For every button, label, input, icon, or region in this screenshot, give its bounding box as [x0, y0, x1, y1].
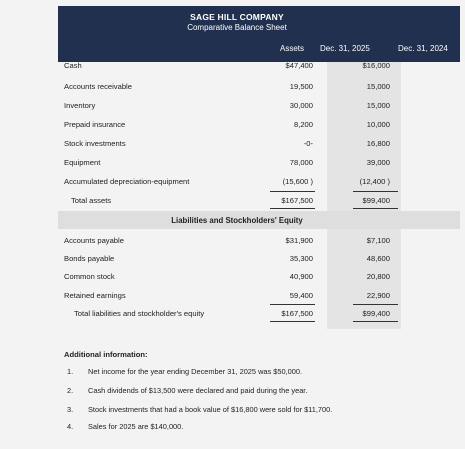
value-2024: 20,800 — [366, 272, 390, 281]
subtotal-underline-2025 — [270, 191, 315, 192]
value-2024: $16,000 — [362, 61, 390, 70]
subtotal-underline-2024 — [353, 304, 398, 305]
value-2024: (12,400 ) — [359, 177, 390, 186]
balance-sheet-header — [58, 6, 460, 62]
subtotal-underline-2025 — [270, 304, 315, 305]
asset-row — [0, 177, 465, 191]
liabilities-section-title: Liabilities and Stockholders' Equity — [171, 216, 303, 225]
value-2025: 30,000 — [289, 101, 313, 110]
item-text: Sales for 2025 are $140,000. — [88, 422, 184, 431]
item-number: 1. — [67, 367, 74, 376]
value-2024: 15,000 — [366, 82, 390, 91]
row-label: Stock investments — [64, 139, 126, 148]
row-label: Accounts receivable — [64, 82, 132, 91]
liability-row — [0, 254, 465, 268]
item-number: 4. — [67, 422, 74, 431]
additional-information-title: Additional information: — [64, 350, 148, 359]
asset-row — [0, 139, 465, 153]
value-2025: $167,500 — [281, 196, 313, 205]
item-number: 3. — [67, 405, 74, 414]
liabilities-section-header — [58, 211, 460, 229]
value-2024: $99,400 — [362, 196, 390, 205]
total-underline-2025 — [270, 321, 315, 322]
row-label: Accounts payable — [64, 236, 124, 245]
total-underline-2024 — [353, 321, 398, 322]
row-label: Prepaid insurance — [64, 120, 126, 129]
value-2025: 40,900 — [289, 272, 313, 281]
value-2024: 22,900 — [366, 291, 390, 300]
row-label: Bonds payable — [64, 254, 115, 263]
item-text: Stock investments that had a book value of $16,800 were sold for $11,700. — [88, 405, 333, 414]
total-underline-2024 — [353, 208, 398, 209]
row-label: Total liabilities and stockholder's equity — [74, 309, 205, 318]
liability-row — [0, 236, 465, 250]
value-2025: (15,600 ) — [282, 177, 313, 186]
row-label: Equipment — [64, 158, 101, 167]
asset-row — [0, 120, 465, 134]
value-2025: $31,900 — [285, 236, 313, 245]
value-2024: 39,000 — [366, 158, 390, 167]
item-text: Cash dividends of $13,500 were declared and paid during the year. — [88, 386, 308, 395]
column-header-2024: Dec. 31, 2024 — [398, 44, 448, 53]
row-label: Accumulated depreciation-equipment — [64, 177, 190, 186]
value-2024: 48,600 — [366, 254, 390, 263]
value-2025: 35,300 — [289, 254, 313, 263]
value-2025: $47,400 — [285, 61, 313, 70]
asset-row — [0, 158, 465, 172]
row-label: Retained earnings — [64, 291, 126, 300]
asset-row — [0, 101, 465, 115]
total-underline-2025 — [270, 208, 315, 209]
item-text: Net income for the year ending December 31, 2025 was $50,000. — [88, 367, 303, 376]
assets-section-label: Assets — [280, 44, 305, 53]
value-2025: 78,000 — [289, 158, 313, 167]
row-label: Total assets — [71, 196, 112, 205]
value-2024: $7,100 — [366, 236, 390, 245]
value-2025: -0- — [303, 139, 313, 148]
value-2025: 59,400 — [289, 291, 313, 300]
subtotal-underline-2024 — [353, 191, 398, 192]
asset-row — [0, 82, 465, 96]
value-2024: 10,000 — [366, 120, 390, 129]
row-label: Cash — [64, 61, 82, 70]
value-2025: $167,500 — [281, 309, 313, 318]
value-2025: 8,200 — [293, 120, 313, 129]
value-2024: $99,400 — [362, 309, 390, 318]
value-2024: 15,000 — [366, 101, 390, 110]
statement-title: Comparative Balance Sheet — [187, 23, 287, 32]
equity-row — [0, 272, 465, 286]
company-name: SAGE HILL COMPANY — [190, 12, 284, 22]
value-2024: 16,800 — [366, 139, 390, 148]
column-header-2025: Dec. 31, 2025 — [320, 44, 370, 53]
item-number: 2. — [67, 386, 74, 395]
row-label: Common stock — [64, 272, 115, 281]
value-2025: 19,500 — [289, 82, 313, 91]
asset-row — [0, 61, 465, 75]
equity-row — [0, 291, 465, 305]
row-label: Inventory — [64, 101, 96, 110]
